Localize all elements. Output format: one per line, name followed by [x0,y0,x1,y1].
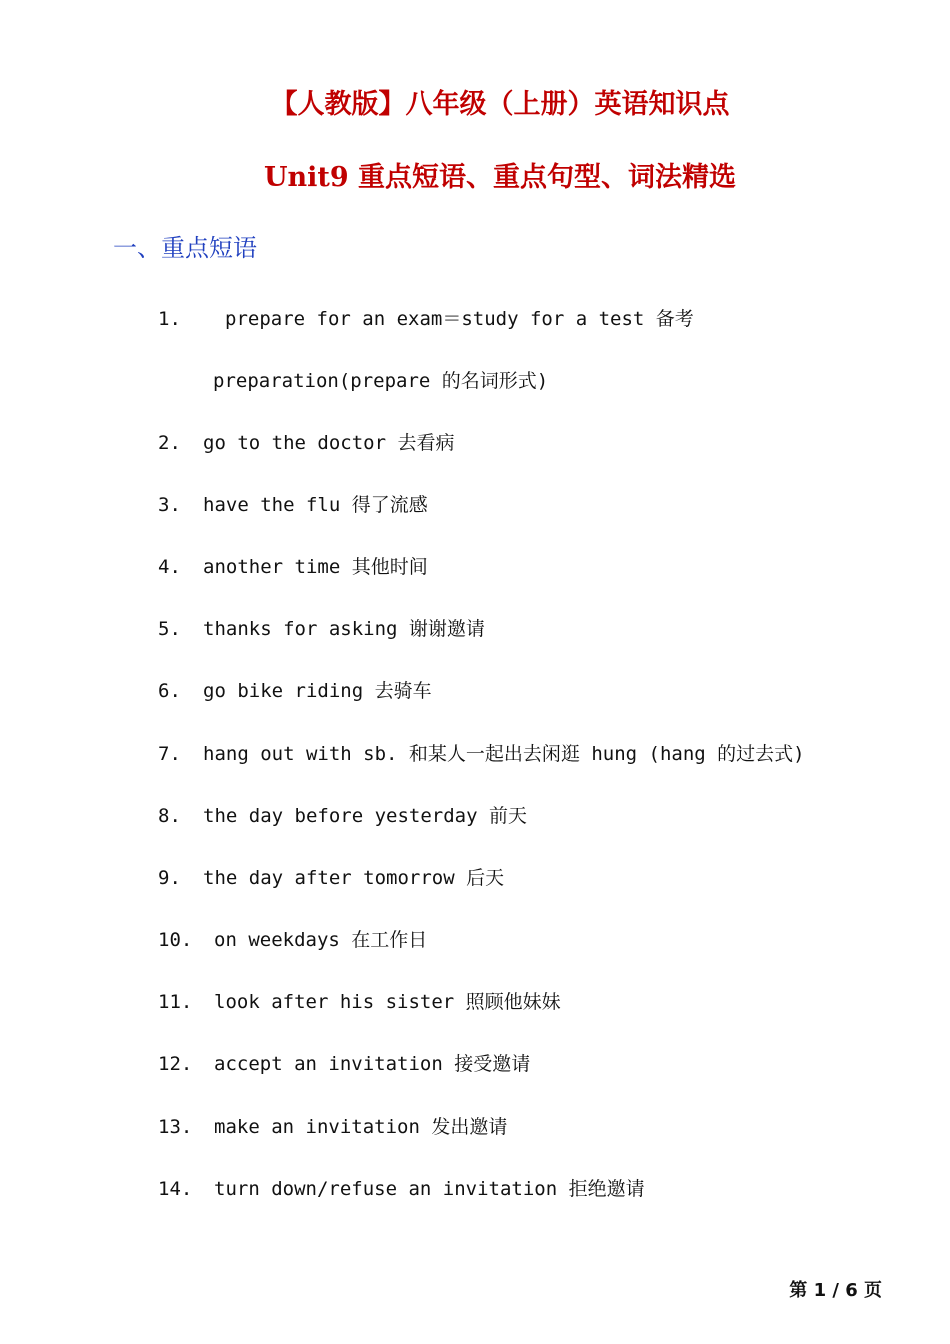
item-number: 3. [158,494,181,516]
item-text: go to the doctor 去看病 [203,432,455,454]
list-item [158,740,805,768]
item-text: thanks for asking 谢谢邀请 [203,618,485,640]
item-text: look after his sister 照顾他妹妹 [214,991,561,1013]
item-text: on weekdays 在工作日 [214,929,428,951]
item-number: 13. [158,1116,193,1138]
list-item [158,615,485,643]
item-number: 7. [158,743,181,765]
item-text: have the flu 得了流感 [203,494,428,516]
list-item [158,491,428,519]
list-item [158,677,432,705]
item-number: 4. [158,556,181,578]
item-number: 9. [158,867,181,889]
item-text: hang out with sb. 和某人一起出去闲逛 hung (hang 的过去式) [203,743,805,765]
list-item [158,1113,507,1141]
list-item [158,988,561,1016]
page-number: 第 1 / 6 页 [789,1280,882,1301]
section-heading: 一、重点短语 [113,234,257,262]
item-text: make an invitation 发出邀请 [214,1116,508,1138]
document-subtitle: Unit9 重点短语、重点句型、词法精选 [263,162,737,193]
item-number: 2. [158,432,181,454]
item-number: 5. [158,618,181,640]
item-text: accept an invitation 接受邀请 [214,1053,531,1075]
item-text: the day before yesterday 前天 [203,805,527,827]
item-text: the day after tomorrow 后天 [203,867,505,889]
item-number: 8. [158,805,181,827]
list-item [158,1175,645,1203]
list-item [158,1050,530,1078]
item-text: turn down/refuse an invitation 拒绝邀请 [214,1178,645,1200]
item-text: another time 其他时间 [203,556,428,578]
item-text: prepare for an exam＝study for a test 备考 [225,308,694,330]
item-subtext: preparation(prepare 的名词形式) [213,370,549,392]
item-text: go bike riding 去骑车 [203,680,432,702]
item-number: 11. [158,991,193,1013]
list-item [158,926,427,954]
list-item [158,429,454,457]
item-number: 6. [158,680,181,702]
document-title: 【人教版】八年级（上册）英语知识点 [270,89,730,120]
list-item [158,864,504,892]
item-number: 10. [158,929,193,951]
item-number: 1. [158,308,181,330]
item-number: 12. [158,1053,193,1075]
list-item [158,553,428,581]
item-number: 14. [158,1178,193,1200]
list-item [158,305,694,333]
list-item [158,802,527,830]
